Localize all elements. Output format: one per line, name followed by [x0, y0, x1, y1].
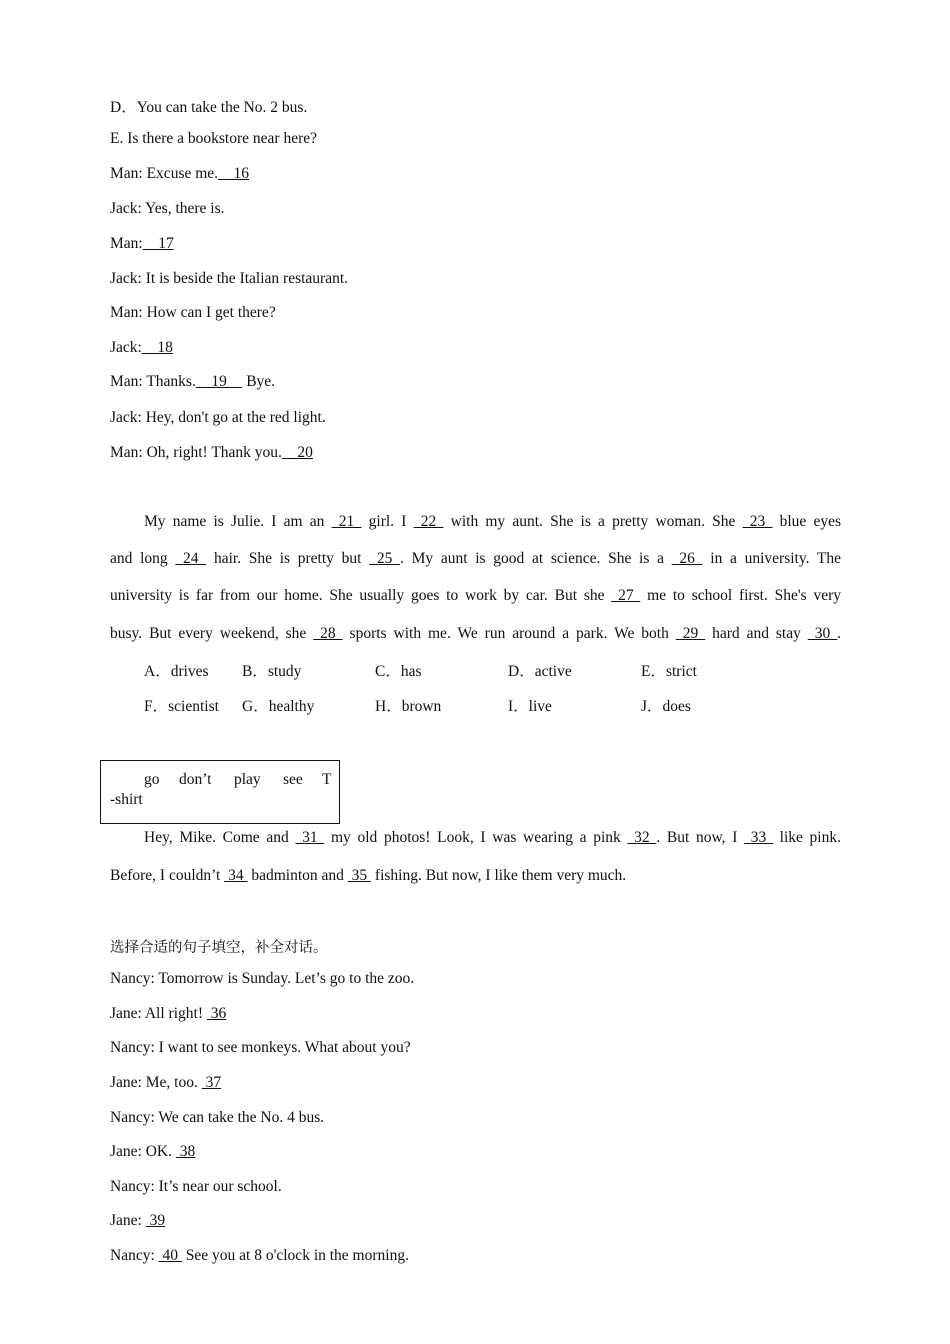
speaker-text: Nancy:	[110, 1247, 159, 1264]
option-c: C．has	[375, 663, 422, 680]
text-run: Before, I couldn’t	[110, 867, 225, 884]
dialogue-line	[110, 1143, 195, 1161]
dialogue-line	[110, 235, 174, 253]
speaker-text: Jane: All right!	[110, 1005, 207, 1022]
dialogue-line	[110, 1005, 226, 1023]
option-e: E．strict	[641, 663, 697, 680]
instruction-text: 选择合适的句子填空，补全对话。	[110, 940, 328, 956]
blank-37: 37	[201, 1074, 222, 1091]
text-run: fishing. But now, I like them very much.	[371, 867, 627, 884]
blank-19: 19	[195, 373, 243, 390]
dialogue-line: Jack: Hey, don't go at the red light.	[110, 409, 326, 426]
word-bank-item: don’t	[179, 771, 212, 788]
dialogue-line: Nancy: We can take the No. 4 bus.	[110, 1109, 325, 1126]
blank-25: 25	[369, 550, 401, 567]
dialogue-line: Jack: It is beside the Italian restaurant.	[110, 270, 349, 287]
passage-line	[110, 867, 626, 885]
text-run: in a university. The	[702, 550, 841, 567]
blank-26: 26	[671, 550, 703, 567]
dialogue-line	[110, 1212, 165, 1230]
dialogue-line	[110, 165, 249, 183]
blank-29: 29	[675, 625, 706, 642]
blank-27: 27	[611, 587, 641, 604]
dialogue-line: Nancy: It’s near our school.	[110, 1178, 282, 1195]
speaker-text: Man: Oh, right! Thank you.	[110, 444, 282, 461]
text-run: and long	[110, 550, 176, 567]
passage-line	[110, 625, 841, 643]
option-d: D．You can take the No. 2 bus.	[110, 99, 308, 116]
passage-line	[110, 829, 841, 847]
passage-line	[110, 587, 841, 605]
text-run: .	[837, 625, 842, 642]
text-run: university is far from our home. She usually goes to work by car. But she	[110, 587, 612, 604]
word-bank-item-tail: -shirt	[110, 791, 143, 808]
text-run: sports with me. We run around a park. We both	[342, 625, 676, 642]
blank-31: 31	[295, 829, 325, 846]
blank-32: 32	[627, 829, 657, 846]
text-run: . My aunt is good at science. She is a	[400, 550, 672, 567]
line-end-text: Bye.	[242, 373, 276, 390]
blank-18: 18	[141, 339, 173, 356]
dialogue-line	[110, 444, 313, 462]
text-run: like pink.	[772, 829, 841, 846]
speaker-text: Jane: Me, too.	[110, 1074, 202, 1091]
word-bank-item: play	[234, 771, 261, 788]
word-bank-item: go	[144, 771, 160, 788]
blank-30: 30	[807, 625, 838, 642]
blank-38: 38	[175, 1143, 196, 1160]
speaker-text: Man: Excuse me.	[110, 165, 219, 182]
blank-21: 21	[331, 513, 362, 530]
dialogue-line: Nancy: Tomorrow is Sunday. Let’s go to the zoo.	[110, 970, 415, 987]
blank-35: 35	[347, 867, 372, 884]
text-run: blue eyes	[772, 513, 842, 530]
text-run: me to school first. She's very	[640, 587, 841, 604]
line-end-text: See you at 8 o'clock in the morning.	[181, 1247, 409, 1264]
dialogue-line: Nancy: I want to see monkeys. What about you?	[110, 1039, 411, 1056]
blank-28: 28	[313, 625, 343, 642]
dialogue-line	[110, 339, 173, 357]
dialogue-line	[110, 373, 275, 391]
blank-23: 23	[742, 513, 773, 530]
passage-line	[110, 513, 841, 531]
blank-16: 16	[218, 165, 250, 182]
speaker-text: Man: Thanks.	[110, 373, 196, 390]
option-a: A．drives	[144, 663, 209, 680]
speaker-text: Jane:	[110, 1212, 146, 1229]
text-run: . But now, I	[656, 829, 745, 846]
text-run: badminton and	[247, 867, 348, 884]
dialogue-line	[110, 1247, 409, 1265]
blank-34: 34	[224, 867, 248, 884]
blank-40: 40	[158, 1247, 182, 1264]
blank-20: 20	[281, 444, 313, 461]
text-run: My name is Julie. I am an	[144, 513, 332, 530]
option-g: G．healthy	[242, 698, 315, 715]
option-d: D．active	[508, 663, 572, 680]
text-run: hair. She is pretty but	[206, 550, 370, 567]
option-i: I．live	[508, 698, 552, 715]
text-run: hard and stay	[705, 625, 808, 642]
blank-36: 36	[206, 1005, 227, 1022]
text-run: my old photos! Look, I was wearing a pink	[324, 829, 628, 846]
option-b: B．study	[242, 663, 302, 680]
dialogue-line: Jack: Yes, there is.	[110, 200, 225, 217]
word-bank-item: see	[283, 771, 303, 788]
dialogue-line	[110, 1074, 221, 1092]
blank-17: 17	[142, 235, 174, 252]
blank-39: 39	[145, 1212, 166, 1229]
option-h: H．brown	[375, 698, 442, 715]
text-run: with my aunt. She is a pretty woman. She	[443, 513, 743, 530]
speaker-text: Jane: OK.	[110, 1143, 176, 1160]
dialogue-line: Man: How can I get there?	[110, 304, 276, 321]
option-f: F．scientist	[144, 698, 219, 715]
text-run: busy. But every weekend, she	[110, 625, 314, 642]
word-bank-item: T	[322, 771, 332, 788]
speaker-text: Man:	[110, 235, 143, 252]
speaker-text: Jack:	[110, 339, 142, 356]
passage-line	[110, 550, 841, 568]
text-run: Hey, Mike. Come and	[144, 829, 296, 846]
text-run: girl. I	[361, 513, 414, 530]
blank-24: 24	[175, 550, 207, 567]
option-e: E. Is there a bookstore near here?	[110, 130, 317, 147]
blank-22: 22	[413, 513, 444, 530]
option-j: J．does	[641, 698, 691, 715]
blank-33: 33	[744, 829, 773, 846]
word-bank-box	[100, 760, 340, 824]
